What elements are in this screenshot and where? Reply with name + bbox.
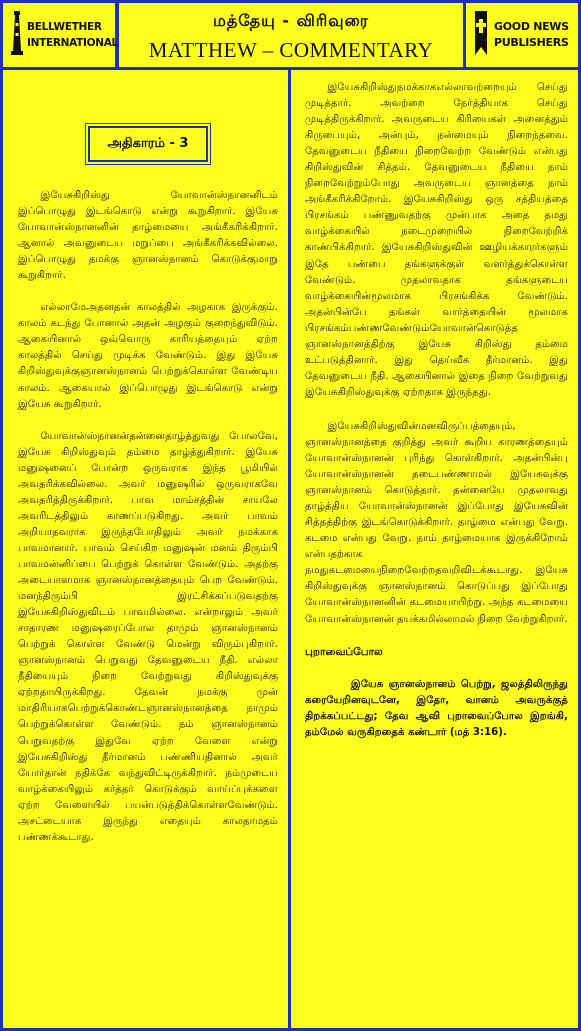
- left-column: [3, 70, 288, 1028]
- logo-line2: INTERNATIONAL: [27, 37, 118, 49]
- section-heading: புறாவைப்போல: [305, 645, 383, 658]
- scripture-quote: இயேசு ஞானஸ்நானம் பெற்று, ஜலத்திலிருந்து கரையேறினவுடனே, இதோ, வானம் அவருக்குத் திறக்கப்பட்டது; தேவ ஆவி புறாவைப்போல இறங்கி, தம்மேல் வருகிறதைக் கண்டார் (மத் 3:16).: [305, 678, 568, 738]
- lighthouse-icon: [9, 11, 25, 57]
- left-logo-panel: [3, 3, 118, 67]
- paragraph: எல்லாமேஅதனதன் காலத்தில் அழகாக இருக்கும். காலம் கடந்து போனால் அதன் அழகும் குறைந்துவிடும். ஆகையினால் ஒவ்வொரு காரியத்தையும் ஏற்ற காலத்தில் செய்து முடிக்க வேண்டும். இது இயேசு கிறிஸ்துவுக்குஞானஸ்நானம் பெற்றுக்கொள்ள வேண்டிய காலம். ஆகையால் இப்பொழுது இடங்கொடு என்று இயேசு கூறுகிறார்.: [18, 302, 278, 410]
- title-english: MATTHEW – COMMENTARY: [148, 38, 434, 62]
- title-panel: [119, 3, 463, 67]
- good-news-logo: [472, 9, 572, 61]
- bookmark-icon: [472, 11, 490, 57]
- header: [3, 3, 578, 67]
- paragraph: இயேசுகிறிஸ்துவின்மனவிருப்பத்தையும், ஞானஸ்நானத்தை குறித்து அவர் கூறிய காரணத்தையும் யோவான்ஸ்நானன் புரிந்து கொள்கிறார். அதன்பின்பு யோவான்ஸ்நானன் தடைபண்ணாமல் இயேசுவுக்கு ஞானஸ்நானம் கொடுத்தார். தன்னையே முதலாவது தாழ்த்திய யோவான்ஸ்நானன் இப்போது இயேசுவின் சித்தத்திற்கு இடங்கொடுக்கிறார். தாழ்மை என்பது வேறு. கடமை என்பது வேறு. நாம் தாழ்மையாக இருக்கிறோம் என்பதற்காக நமதுகடமையைநிறைவேற்றதவறிவிடக்கூடாது. இயேசு கிறிஸ்துவுக்கு ஞானஸ்நானம் கொடுப்பது இப்போது யோவான்ஸ்நானனின் கடமையாயிற்று. அந்த கடமையை யோவான்ஸ்நானன் தயக்கமில்லாமல் நிறை வேற்றுகிறார்.: [305, 420, 568, 625]
- paragraph: இயேசுகிறிஸ்து யோவான்ஸ்நானனிடம் இப்பொழுது இடங்கொடு என்று கூறுகிறார். இயேசு யோவான்ஸ்நானனின் தாழ்மையை அங்கீகரிக்கிறார். ஆனால் அவனுடைய மறுப்பை அங்கீகரிக்கவில்லை. இப்பொழுது தமக்கு ஞானஸ்நானம் கொடுக்குமாறு கூறுகிறார்.: [18, 190, 278, 282]
- right-column: [291, 70, 578, 1028]
- logo-line1: BELLWETHER: [27, 21, 102, 33]
- paragraph: யோவான்ஸ்நானன்தன்னைதாழ்த்துவது போலவே, இயேசு கிறிஸ்துவும் தம்மை தாழ்த்துகிறார். இயேசு மனுஷனைப் போன்ற ஒருவராக இந்த பூமியில் அவதரிக்கவில்லை. அவர் மனுஷரில் ஒருவராகவே அவதரித்திருக்கிறார். பாவ மாம்சத்தின் சாயலே அவரிடத்திலும் காணப்படுகிறது. அவர் பாவம் அறியாதவராக இருந்தபோதிலும் அவர் நமக்காக பாவமானார். பாவம் செய்கிற மனுஷன் மனம் திரும்பி பாவமன்னிப்பை பெற்றுக் கொள்ள வேண்டும். அதற்கு அடையாளமாக ஞானஸ்நானத்தையும் பெற வேண்டும். மனந்திரும்பி இரட்சிக்கப்படுவதற்கு இயேசுகிறிஸ்துவிடம் பாவமில்லை. என்றாலும் அவர் சாதாரண மனுஷரைப்போல தாமும் ஞானஸ்நானம் பெற்றுக் கொள்ள வேண்டு மென்று விரும்புகிறார். ஞானஸ்நானம் பெறுவது தேவனுடைய நீதி. எல்லா நீதியையும் நிறை வேற்றுவது கிறிஸ்துவுக்கு ஏற்றதாயிருக்கிறது. தேவன் நமக்கு முன் மாதிரியாகபெற்றுக்கொண்டஞானஸ்நானத்தை நாமும் பெற்றுக்கொள்ள வேண்டும். நம் ஞானஸ்நானம் பெறுவதற்கு இதுவே ஏற்ற வேளை என்று இயேசுகிறிஸ்து தீர்மானம் பண்ணியதினால் அவர் யோர்தான் நதிக்கே வந்துவிட்டிருக்கிறார். நம்முடைய வாழ்க்கையிலும் கர்த்தர் கொடுக்கும் வாய்ப்புக்களை ஏற்ற வேளையில் பயன்படுத்திக்கொள்ளவேண்டும். அசட்டையாக இருந்து எதையும் காலதாமதம் பண்ணக்கூடாது.: [18, 430, 278, 843]
- right-logo-panel: [466, 3, 578, 67]
- logo-line1: GOOD NEWS: [494, 20, 569, 33]
- chapter-label: அதிகாரம் - 3: [88, 126, 208, 162]
- title-tamil: மத்தேயு - விரிவுரை: [212, 11, 369, 30]
- paragraph: இயேசுகிறிஸ்துநமக்காகஎல்லாவற்றையும் செய்து முடித்தார். அவற்றை நேர்த்தியாக செய்து முடித்திருக்கிறார். அவருடைய கிரியைகள் அனைத்தும் கிருபையும், அன்பும், நன்மையும் நிறைந்தவை. தேவனுடைய நீதியை நிறைவேற்ற வேண்டும் என்பது கிறிஸ்துவின் சித்தம். தேவனுடைய நீதியை நாம் நிறைவேற்றும்போது அவருடைய ஞானத்தை நாம் அங்கீகரிக்கிறோம். இயேசுகிறிஸ்து ஒரு சத்தியத்தை பிரசங்கம் பண்ணுவதற்கு முன்பாக அதை தமது வாழ்க்கையில் நடைமுறையில் நிறைவேற்றிக் காண்பிக்கிறார். இயேசுகிறிஸ்துவின் ஊழியக்காரர்களும் இதே பண்பை தங்களுக்குள் வளர்த்துக்கொள்ள வேண்டும். முதலாவதாக தங்களுடைய வாழ்க்கையின்மூலமாக பிரசங்கிக்க வேண்டும். அதன்பின்பே தங்கள் வார்த்தையின் மூலமாக பிரசங்கம்பண்ணவேண்டும்யோவான்கொடுத்த ஞானஸ்நானத்திற்கு இயேசு கிறிஸ்து தம்மை உட்படுத்தினார். இது தெய்வீக தீர்மானம். இது தேவனுடைய நீதி. ஆகையினால் இதை நிறை வேற்றுவது இயேசுகிறிஸ்துவுக்கு ஏற்றதாக இருந்தது.: [305, 82, 568, 398]
- bellwether-logo: [9, 9, 118, 61]
- logo-line2: PUBLISHERS: [494, 36, 569, 49]
